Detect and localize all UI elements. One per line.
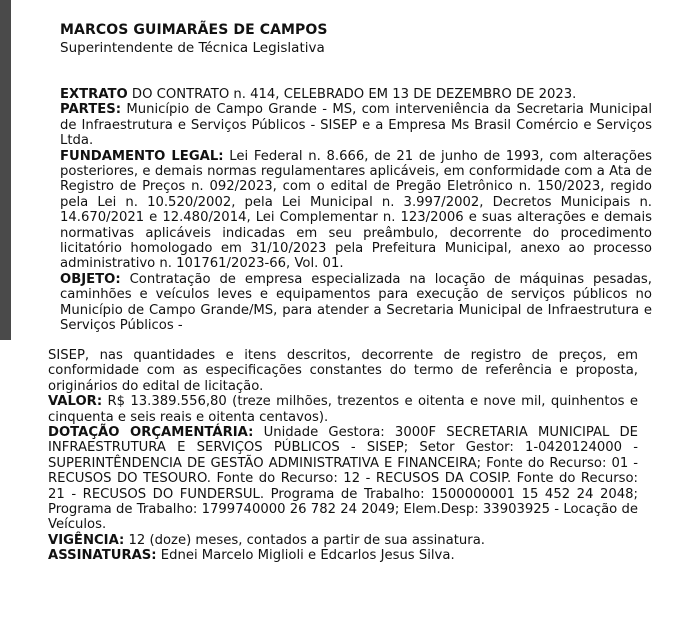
fundamento-section	[60, 149, 652, 272]
partes-label: PARTES:	[60, 102, 121, 118]
vigencia-section	[48, 533, 638, 548]
vigencia-label: VIGÊNCIA:	[48, 532, 125, 548]
extrato-line	[60, 87, 652, 102]
assinaturas-section	[48, 548, 638, 563]
signatory-name: MARCOS GUIMARÃES DE CAMPOS	[60, 22, 328, 38]
objeto-section	[60, 272, 652, 334]
vigencia-text: 12 (doze) meses, contados a partir de sua assinatura.	[124, 532, 485, 548]
assinaturas-label: ASSINATURAS:	[48, 548, 157, 564]
objeto-continuation: SISEP, nas quantidades e itens descritos, decorrente de registro de preços, em conformidade com as especificações constantes do termo de referência e proposta, originários do edital de licitação.	[48, 348, 638, 394]
page-edge-bar	[0, 0, 11, 356]
fundamento-text: Lei Federal n. 8.666, de 21 de junho de 1993, com alterações posteriores, e demais normas regulamentares aplicáveis, em conformidade com a Ata de Registro de Preços n. 092/2023, com o edital de Pregão Eletrônico n. 150/2023, regido pela Lei n. 10.520/2002, pela Lei Municipal n. 3.997/2002, Decretos Municipais n. 14.670/2021 e 12.480/2014, Lei Complementar n. 123/2006 e suas alterações e demais normativas aplicáveis indicadas em seu preâmbulo, decorrente do procedimento licitatório homologado em 31/10/2023 pela Prefeitura Municipal, anexo ao processo administrativo n. 101761/2023-66, Vol. 01.	[60, 148, 652, 272]
extrato-text: DO CONTRATO n. 414, CELEBRADO EM 13 DE DEZEMBRO DE 2023.	[127, 87, 577, 102]
valor-text: R$ 13.389.556,80 (treze milhões, trezentos e oitenta e nove mil, quinhentos e cinquenta e seis reais e oitenta centavos).	[48, 394, 638, 425]
extrato-label: EXTRATO	[60, 87, 128, 102]
objeto-label: OBJETO:	[60, 271, 121, 287]
dotacao-label: DOTAÇÃO ORÇAMENTÁRIA:	[48, 425, 254, 441]
partes-section	[60, 102, 652, 148]
partes-text: Município de Campo Grande - MS, com interveniência da Secretaria Municipal de Infraestrutura e Serviços Públicos - SISEP e a Empresa Ms Brasil Comércio e Serviços Ltda.	[60, 102, 652, 149]
fundamento-label: FUNDAMENTO LEGAL:	[60, 148, 224, 164]
assinaturas-text: Ednei Marcelo Miglioli e Edcarlos Jesus Silva.	[156, 548, 455, 564]
valor-section	[48, 394, 638, 425]
valor-label: VALOR:	[48, 394, 103, 410]
signatory-title: Superintendente de Técnica Legislativa	[60, 40, 325, 56]
objeto-text: Contratação de empresa especializada na locação de máquinas pesadas, caminhões e veículos leves e equipamentos para execução de serviços públicos no Município de Campo Grande/MS, para atender a Secretaria Municipal de Infraestrutura e Serviços Públicos -	[60, 271, 652, 334]
dotacao-section	[48, 425, 638, 533]
signature-block	[60, 22, 660, 56]
page-edge-gap	[0, 340, 11, 358]
extrato-column-top	[60, 87, 652, 334]
dotacao-text: Unidade Gestora: 3000F SECRETARIA MUNICIPAL DE INFRAESTRUTURA E SERVIÇOS PÚBLICOS - SISEP; Setor Gestor: 1-0420124000 - SUPERINTÊNDENCIA DE GESTÃO ADMINISTRATIVA E FINANCEIRA; Fonte do Recurso: 01 - RECUSOS DO TESOURO. Fonte do Recurso: 12 - RECUSOS DA COSIP. Fonte do Recurso: 21 - RECUSOS DO FUNDERSUL. Programa de Trabalho: 1500000001 15 452 24 2048; Programa de Trabalho: 1799740000 26 782 24 2049; Elem.Desp: 33903925 - Locação de Veículos.	[48, 425, 638, 533]
extrato-column-bottom	[48, 348, 638, 564]
